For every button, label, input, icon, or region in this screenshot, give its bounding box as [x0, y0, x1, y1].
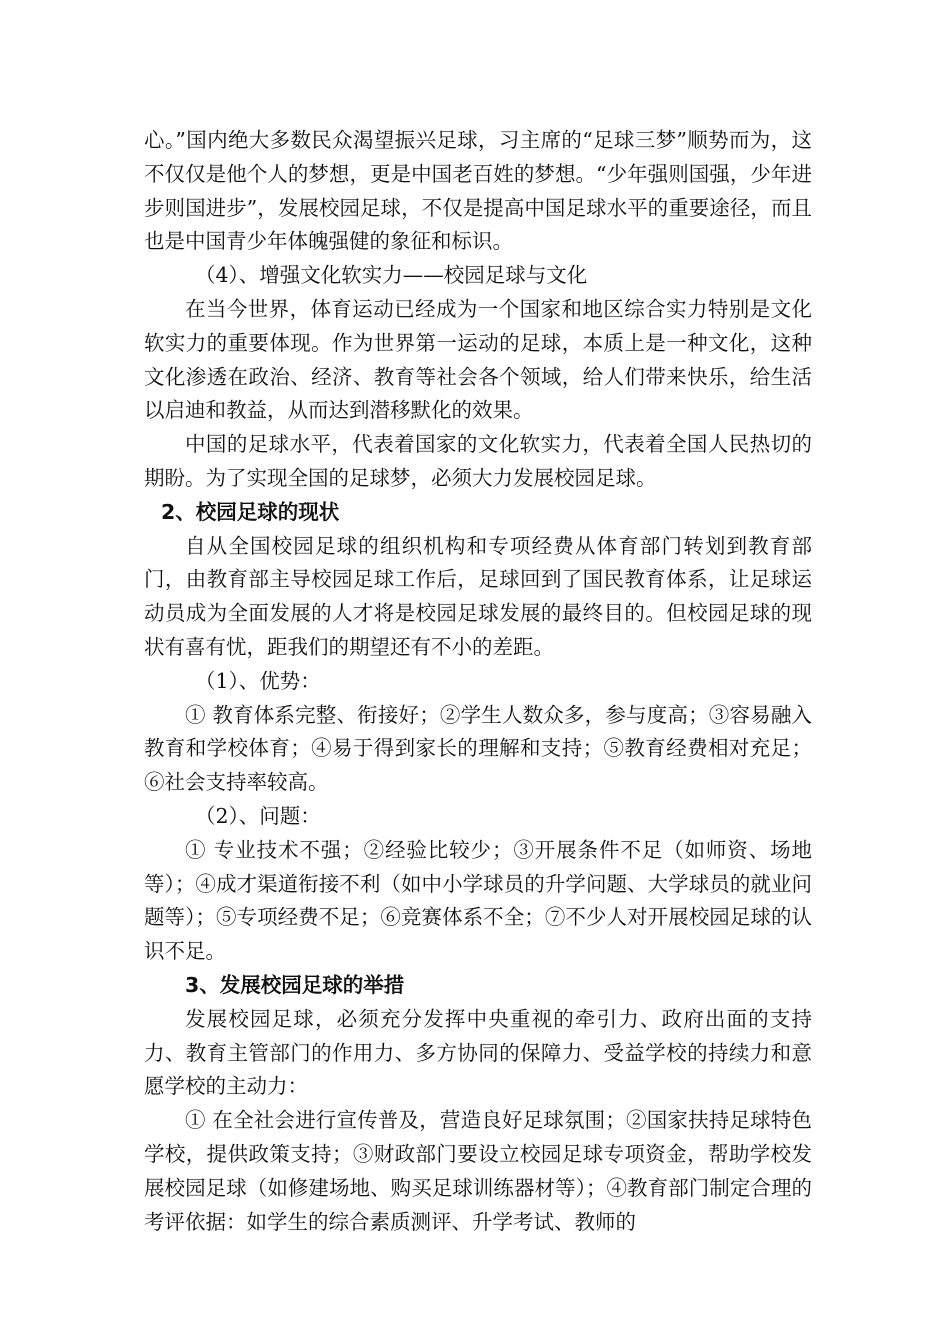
paragraph-problems-list: ① 专业技术不强；②经验比较少；③开展条件不足（如师资、场地等）；④成才渠道衔接不利（如中小学球员的升学问题、大学球员的就业问题等）；⑤专项经费不足；⑥竞赛体系不全；⑦不少人对开展校园足球的认识不足。	[144, 837, 812, 964]
paragraph-continuation: 心。”国内绝大多数民众渴望振兴足球，习主席的“足球三梦”顺势而为，这不仅仅是他个人的梦想，更是中国老百姓的梦想。“少年强则国强，少年进步则国进步”，发展校园足球，不仅是提高中国足球水平的重要途径，而且也是中国青少年体魄强健的象征和标识。	[144, 128, 812, 254]
paragraph-culture-soft-power: 在当今世界，体育运动已经成为一个国家和地区综合实力特别是文化软实力的重要体现。作为世界第一运动的足球，本质上是一种文化，这种文化渗透在政治、经济、教育等社会各个领域，给人们带来快乐，给生活以启迪和教益，从而达到潜移默化的效果。	[144, 296, 812, 423]
subheading-problems: （2）、问题：	[195, 803, 321, 828]
paragraph-measures-list: ① 在全社会进行宣传普及，营造良好足球氛围；②国家扶持足球特色学校，提供政策支持；③财政部门要设立校园足球专项资金，帮助学校发展校园足球（如修建场地、购买足球训练器材等）；④教育部门制定合理的考评依据：如学生的综合素质测评、升学考试、教师的	[144, 1108, 812, 1234]
section-heading-measures: 3、发展校园足球的举措	[185, 972, 405, 997]
subheading-culture: （4）、增强文化软实力——校园足球与文化	[195, 263, 588, 288]
paragraph-status: 自从全国校园足球的组织机构和专项经费从体育部门转划到教育部门，由教育部主导校园足球工作后，足球回到了国民教育体系，让足球运动员成为全面发展的人才将是校园足球发展的最终目的。但校园足球的现状有喜有忧，距我们的期望还有不小的差距。	[144, 533, 812, 659]
subheading-advantages: （1）、优势：	[195, 668, 321, 693]
paragraph-football-level: 中国的足球水平，代表着国家的文化软实力，代表着全国人民热切的期盼。为了实现全国的足球梦，必须大力发展校园足球。	[144, 432, 812, 490]
paragraph-advantages-list: ① 教育体系完整、衔接好；②学生人数众多，参与度高；③容易融入教育和学校体育；④易于得到家长的理解和支持；⑤教育经费相对充足；⑥社会支持率较高。	[144, 702, 812, 795]
paragraph-measures-intro: 发展校园足球，必须充分发挥中央重视的牵引力、政府出面的支持力、教育主管部门的作用力、多方协同的保障力、受益学校的持续力和意愿学校的主动力：	[144, 1006, 812, 1099]
document-body	[144, 124, 812, 1239]
section-heading-status: 2、校园足球的现状	[161, 499, 340, 524]
